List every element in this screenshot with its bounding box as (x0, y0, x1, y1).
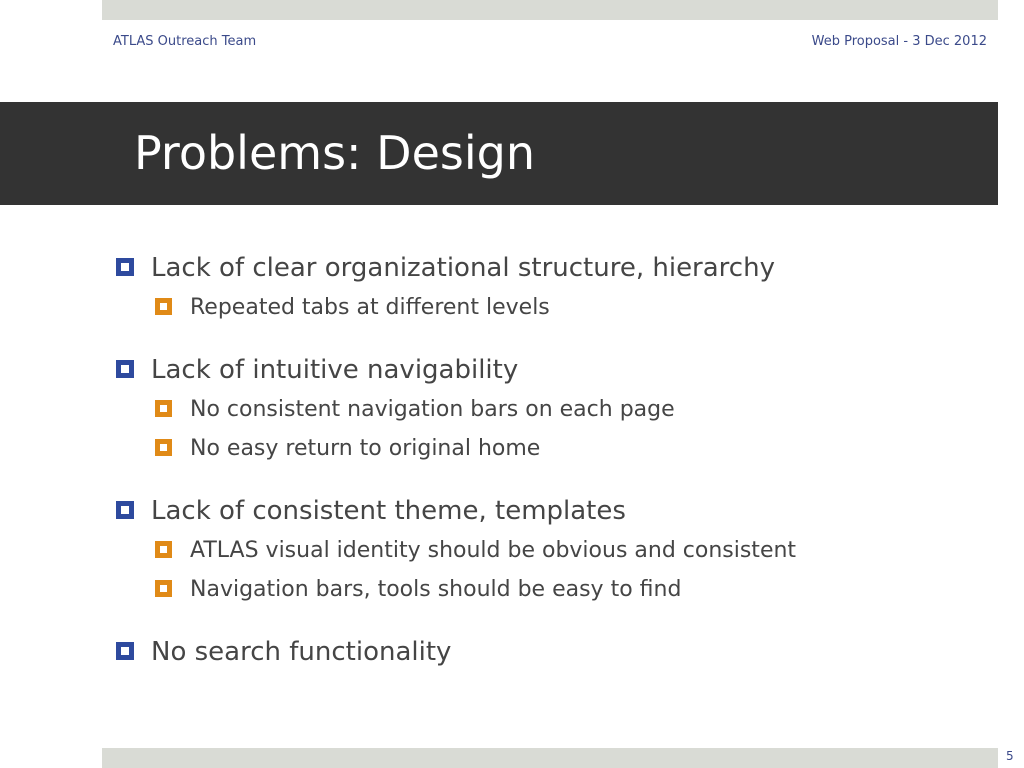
bottom-accent-bar (102, 748, 998, 768)
header-organization: ATLAS Outreach Team (113, 34, 257, 49)
square-subbullet-icon (155, 541, 172, 558)
sub-bullet-text: Repeated tabs at different levels (190, 295, 550, 320)
square-subbullet-icon (155, 439, 172, 456)
sub-bullet-text: Navigation bars, tools should be easy to find (190, 577, 682, 602)
sub-bullet-item (155, 294, 550, 322)
bullet-item (116, 495, 626, 527)
square-bullet-icon (116, 360, 134, 378)
page-number: 5 (1006, 749, 1014, 763)
sub-bullet-text: ATLAS visual identity should be obvious and consistent (190, 538, 797, 563)
sub-bullet-item (155, 396, 675, 424)
square-subbullet-icon (155, 400, 172, 417)
bullet-text: Lack of clear organizational structure, hierarchy (151, 253, 775, 283)
square-subbullet-icon (155, 298, 172, 315)
square-subbullet-icon (155, 580, 172, 597)
sub-bullet-item (155, 435, 540, 463)
bullet-text: Lack of intuitive navigability (151, 355, 519, 385)
header-proposal-date: Web Proposal - 3 Dec 2012 (811, 34, 987, 49)
square-bullet-icon (116, 258, 134, 276)
bullet-text: No search functionality (151, 637, 452, 667)
square-bullet-icon (116, 642, 134, 660)
sub-bullet-text: No consistent navigation bars on each page (190, 397, 675, 422)
bullet-item (116, 252, 775, 284)
sub-bullet-item (155, 537, 796, 565)
square-bullet-icon (116, 501, 134, 519)
sub-bullet-item (155, 576, 681, 604)
bullet-item (116, 354, 518, 386)
top-accent-bar (102, 0, 998, 20)
slide-title: Problems: Design (134, 126, 535, 180)
sub-bullet-text: No easy return to original home (190, 436, 541, 461)
bullet-item (116, 636, 451, 668)
bullet-text: Lack of consistent theme, templates (151, 496, 626, 526)
